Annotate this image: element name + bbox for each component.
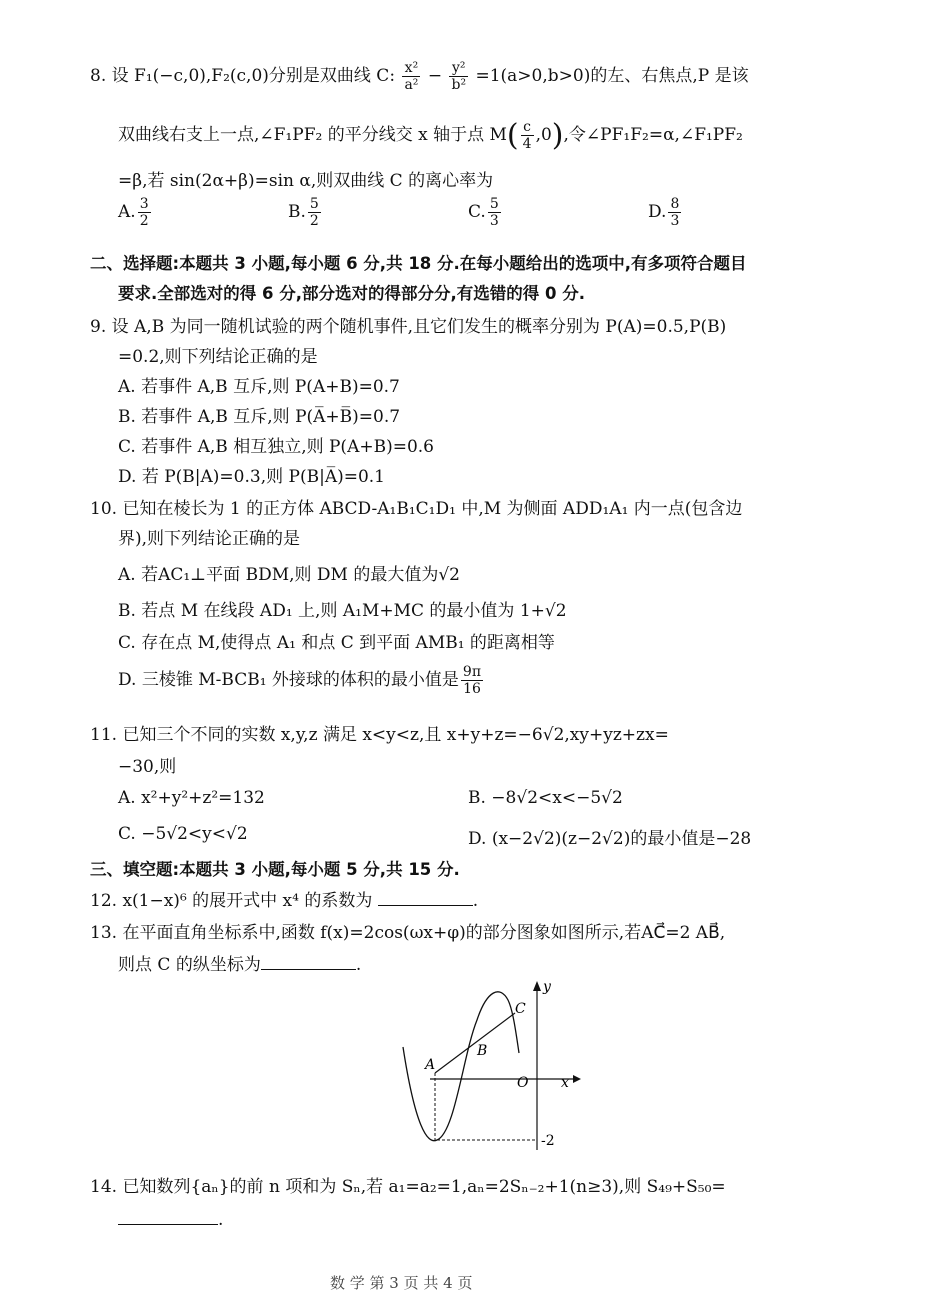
q11-option-a: A. x²+y²+z²=132: [118, 788, 265, 808]
q8-line2: 双曲线右支上一点,∠F₁PF₂ 的平分线交 x 轴于点 M( $\frac{c}{4}$ ,0),令∠PF₁F₂=α,∠F₁PF₂: [118, 118, 743, 153]
q13-line2: 则点 C 的纵坐标为 .: [118, 950, 361, 975]
q14-line1: 14. 已知数列{aₙ}的前 n 项和为 Sₙ,若 a₁=a₂=1,aₙ=2Sₙ₋₂+1(n≥3),则 S₄₉+S₅₀=: [90, 1177, 726, 1197]
section3-heading: 三、填空题:本题共 3 小题,每小题 5 分,共 15 分.: [90, 860, 460, 879]
q14-line2: .: [118, 1206, 223, 1230]
y-axis-arrow: [533, 981, 541, 991]
x-axis-arrow: [573, 1075, 581, 1083]
q10-line2: 界),则下列结论正确的是: [118, 529, 301, 549]
q13-answer-blank[interactable]: [261, 951, 356, 970]
q10-frac: $\frac{9\pi}{16}$: [462, 664, 482, 698]
q10-option-d: D. 三棱锥 M-BCB₁ 外接球的体积的最小值是 $\frac{9\pi}{16}$: [118, 664, 482, 698]
q12: 12. x(1−x)⁶ 的展开式中 x⁴ 的系数为 .: [90, 886, 478, 911]
q11-line2: −30,则: [118, 757, 177, 777]
q8-frac-m: $\frac{c}{4}$: [522, 118, 532, 152]
q10-line1: 10. 已知在棱长为 1 的正方体 ABCD-A₁B₁C₁D₁ 中,M 为侧面 ADD₁A₁ 内一点(包含边: [90, 499, 743, 519]
label-neg2: -2: [541, 1133, 555, 1149]
label-a: A: [425, 1057, 436, 1073]
q9-option-c: C. 若事件 A,B 相互独立,则 P(A+B)=0.6: [118, 437, 434, 457]
cosine-curve: [403, 992, 519, 1141]
q8-option-b: B. $\frac{5}{2}$: [288, 196, 319, 230]
page-footer: 数 学 第 3 页 共 4 页: [330, 1274, 473, 1292]
section2-heading: 二、选择题:本题共 3 小题,每小题 6 分,共 18 分.在每小题给出的选项中,有多项符合题目: [90, 254, 747, 273]
q11-option-c: C. −5√2<y<√2: [118, 824, 248, 844]
q9-option-b: B. 若事件 A,B 互斥,则 P(A̅+B̅)=0.7: [118, 407, 401, 427]
q8-option-a: A. $\frac{3}{2}$: [118, 196, 149, 230]
q8-frac-x: $\frac{\text{x²}}{\text{a²}}$: [404, 60, 419, 94]
q8-line1: 8. 设 F₁(−c,0),F₂(c,0)分别是双曲线 C: $\frac{\text{x²}}{\text{a²}}$ − $\frac{\text{y²}}{\text{b²}}$ =1(a>0,b>0)的左、右焦点,P 是该: [90, 60, 749, 94]
q8-option-d: D. $\frac{8}{3}$: [648, 196, 680, 230]
q10-option-b: B. 若点 M 在线段 AD₁ 上,则 A₁M+MC 的最小值为 1+√2: [118, 601, 567, 621]
q11-option-d: D. (x−2√2)(z−2√2)的最小值是−28: [468, 829, 752, 849]
q10-option-a: A. 若AC₁⊥平面 BDM,则 DM 的最大值为√2: [118, 565, 461, 585]
q8-line3: =β,若 sin(2α+β)=sin α,则双曲线 C 的离心率为: [118, 171, 494, 191]
q11-line1: 11. 已知三个不同的实数 x,y,z 满足 x<y<z,且 x+y+z=−6√2,xy+yz+zx=: [90, 725, 669, 745]
label-x: x: [561, 1075, 569, 1091]
segment-ac: [435, 1013, 515, 1073]
label-c: C: [515, 1001, 526, 1017]
q9-line2: =0.2,则下列结论正确的是: [118, 347, 318, 367]
q8-option-c: C. $\frac{5}{3}$: [468, 196, 499, 230]
q11-option-b: B. −8√2<x<−5√2: [468, 788, 623, 808]
label-b: B: [477, 1043, 488, 1059]
cosine-graph-figure: [395, 975, 595, 1155]
section2-heading-cont: 要求.全部选对的得 6 分,部分选对的得部分分,有选错的得 0 分.: [118, 284, 586, 303]
q9-line1: 9. 设 A,B 为同一随机试验的两个随机事件,且它们发生的概率分别为 P(A)=0.5,P(B): [90, 317, 727, 337]
q13-line1: 13. 在平面直角坐标系中,函数 f(x)=2cos(ωx+φ)的部分图象如图所示,若AC⃗=2 AB⃗,: [90, 923, 726, 943]
q10-option-c: C. 存在点 M,使得点 A₁ 和点 C 到平面 AMB₁ 的距离相等: [118, 633, 555, 653]
q9-option-a: A. 若事件 A,B 互斥,则 P(A+B)=0.7: [118, 377, 400, 397]
q14-answer-blank[interactable]: [118, 1206, 218, 1225]
label-y: y: [543, 979, 551, 995]
label-o: O: [517, 1075, 529, 1091]
q12-answer-blank[interactable]: [378, 887, 473, 906]
q8-frac-y: $\frac{\text{y²}}{\text{b²}}$: [451, 60, 467, 94]
q9-option-d: D. 若 P(B|A)=0.3,则 P(B|A̅)=0.1: [118, 467, 386, 487]
